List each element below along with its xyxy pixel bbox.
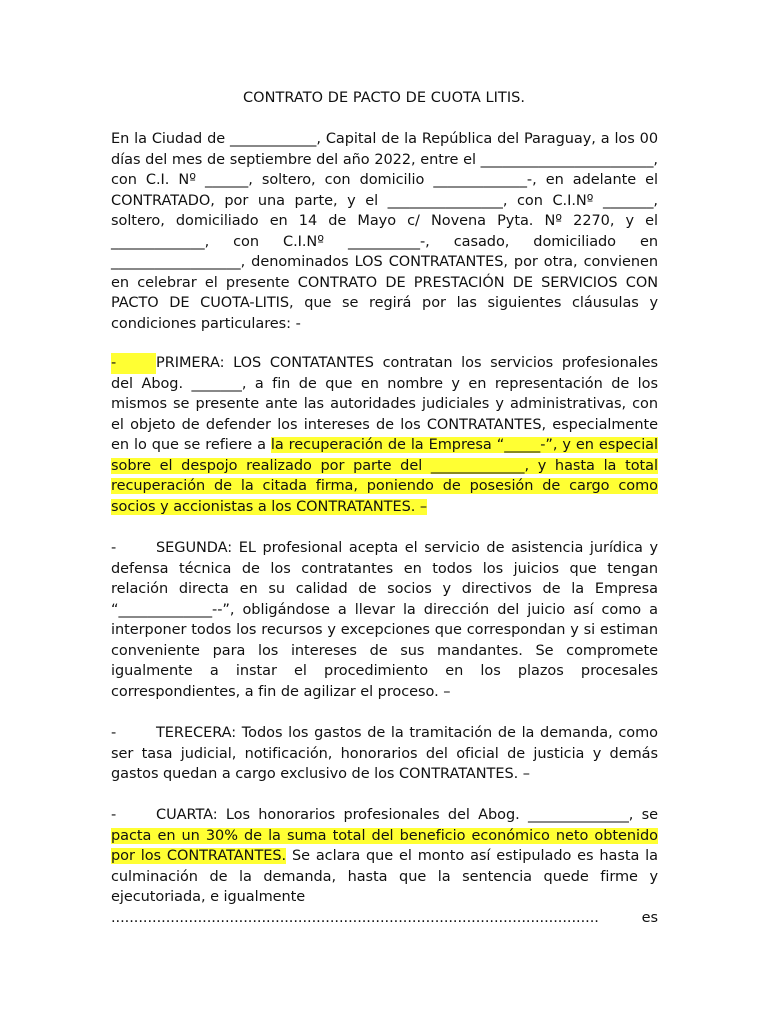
clause-cuarta: [111, 805, 658, 928]
clause-segunda: [111, 538, 658, 702]
clause-dash: -: [111, 807, 117, 823]
document-title: CONTRATO DE PACTO DE CUOTA LITIS.: [242, 90, 526, 106]
intro-paragraph: [111, 129, 658, 334]
clause-primera-highlight: la recuperación de la Empresa “_____-”, y en especial sobre el despojo realizado por parte del _____________, y hasta la total recuperación de la citada firma, poniendo de posesión de cargo como socios y accionistas a los CONTRATANTES. –: [111, 437, 658, 515]
clause-dash: -: [111, 725, 117, 741]
clause-cuarta-last-line: [111, 908, 658, 929]
clause-tercera-text: [111, 723, 658, 785]
intro-text: En la Ciudad de ____________, Capital de la República del Paraguay, a los 00 días del mes de septiembre del año 2022, entre el ________________________, con C.I. Nº ______, soltero, con domicilio _____________-, en adelante el CONTRATADO, por una parte, y el ________________, con C.I.Nº _______, soltero, domiciliado en 14 de Mayo c/ Novena Pyta. Nº 2270, y el _____________, con C.I.Nº __________-, casado, domiciliado en __________________, denominados LOS CONTRATANTES, por otra, convienen en celebrar el presente CONTRATO DE PRESTACIÓN DE SERVICIOS CON PACTO DE CUOTA-LITIS, que se regirá por las siguientes cláusulas y condiciones particulares: -: [111, 131, 658, 332]
clause-cuarta-dots: ...........................................................................................................: [111, 909, 599, 926]
clause-primera-text: [111, 353, 658, 517]
clause-cuarta-text-b: Se aclara que el monto así estipulado es hasta la culminación de la demanda, hasta que la sentencia quede firme y ejecutoriada, e igualmente: [111, 848, 659, 905]
clause-primera-text-a: PRIMERA: LOS CONTATANTES contratan los servicios profesionales del Abog. _______, a fin de que en nombre y en representación de los mismos se presente ante las autoridades judiciales y administrativas, con el objeto de defender los intereses de los CONTRATANTES, especialmente en lo que se refiere a: [111, 355, 658, 453]
clause-dash: -: [111, 353, 156, 374]
clause-cuarta-text: [111, 805, 658, 908]
clause-cuarta-end-word: es: [641, 909, 658, 926]
clause-tercera: [111, 723, 658, 785]
clause-segunda-body: SEGUNDA: EL profesional acepta el servicio de asistencia jurídica y defensa técnica de los contratantes en todos los juicios que tengan relación directa en su calidad de socios y directivos de la Empresa “_____________--”, obligándose a llevar la dirección del juicio así como a interponer todos los recursos y excepciones que correspondan y si estiman conveniente para los intereses de sus mandantes. Se compromete igualmente a instar el procedimiento en los plazos procesales correspondientes, a fin de agilizar el proceso. –: [111, 540, 658, 700]
clause-dash: -: [111, 540, 117, 556]
clause-primera: [111, 353, 658, 517]
clause-cuarta-text-a: CUARTA: Los honorarios profesionales del Abog. ______________, se: [156, 807, 658, 823]
clause-tercera-body: TERECERA: Todos los gastos de la tramitación de la demanda, como ser tasa judicial, notificación, honorarios del oficial de justicia y demás gastos quedan a cargo exclusivo de los CONTRATANTES. –: [111, 725, 658, 782]
clause-segunda-text: [111, 538, 658, 702]
clause-cuarta-highlight: pacta en un 30% de la suma total del beneficio económico neto obtenido por los CONTRATANTES.: [111, 827, 658, 864]
